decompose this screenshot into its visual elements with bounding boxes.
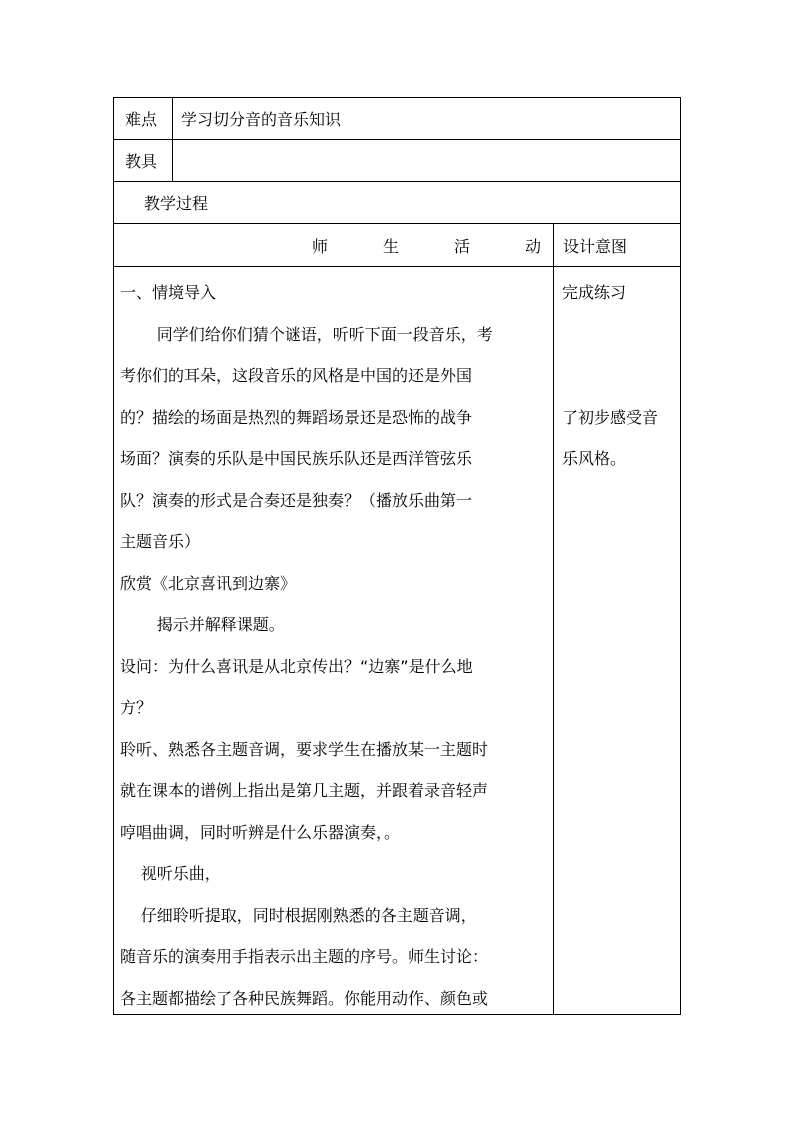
- paragraph-line: 聆听、熟悉各主题音调，要求学生在播放某一主题时: [120, 739, 489, 759]
- tools-label: 教具: [114, 140, 173, 181]
- paragraph-line: 揭示并解释课题。: [156, 615, 285, 634]
- paragraph-line: 考你们的耳朵，这段音乐的风格是中国的还是外国: [120, 366, 473, 385]
- lesson-plan-table: [113, 97, 681, 1015]
- activity-header-char: 生: [382, 236, 399, 256]
- design-intent-header: 设计意图: [563, 236, 628, 256]
- paragraph-line: 的？描绘的场面是热烈的舞蹈场景还是恐怖的战争: [120, 407, 473, 427]
- paragraph-line: 设问：为什么喜讯是从北京传出？“边寨”是什么地: [120, 656, 473, 676]
- paragraph-line: 各主题都描绘了各种民族舞蹈。你能用动作、颜色或: [120, 988, 489, 1008]
- design-line: 乐风格。: [562, 449, 627, 468]
- paragraph-line: 同学们给你们猜个谜语，听听下面一段音乐，考: [156, 324, 493, 344]
- design-line: 完成练习: [562, 283, 627, 302]
- paragraph-line: 队？演奏的形式是合奏还是独奏？（播放乐曲第一: [120, 490, 473, 510]
- paragraph-line: 方？: [120, 698, 153, 717]
- tools-value: [173, 140, 680, 181]
- difficulty-row: [114, 98, 680, 140]
- activity-header-char: 活: [453, 236, 470, 256]
- tools-row: [114, 140, 680, 182]
- design-line: [562, 314, 680, 356]
- column-header-row: [114, 224, 680, 267]
- activity-header-char: 动: [524, 236, 541, 256]
- section-heading: 一、情境导入: [120, 283, 217, 302]
- difficulty-value: 学习切分音的音乐知识: [181, 110, 342, 129]
- paragraph-line: 哼唱曲调，同时听辨是什么乐器演奏，。: [120, 822, 401, 842]
- process-label: 教学过程: [144, 194, 209, 213]
- paragraph-line: 视听乐曲，: [140, 864, 221, 883]
- paragraph-line: 仔细聆听提取，同时根据刚熟悉的各主题音调，: [140, 905, 477, 925]
- paragraph-line: 随音乐的演奏用手指表示出主题的序号。师生讨论：: [120, 947, 489, 966]
- difficulty-label: 难点: [114, 98, 173, 139]
- paragraph-line: 就在课本的谱例上指出是第几主题，并跟着录音轻声: [120, 781, 489, 800]
- design-line: 了初步感受音: [562, 407, 659, 427]
- activity-header: [114, 224, 554, 266]
- content-row: [114, 267, 680, 1014]
- paragraph-line: 主题音乐）: [120, 532, 201, 551]
- paragraph-line: 欣赏《北京喜讯到边寨》: [120, 573, 297, 593]
- activity-content: [114, 267, 554, 1014]
- activity-header-char: 师: [311, 236, 328, 256]
- process-row: [114, 182, 680, 224]
- design-intent-content: [554, 267, 680, 1014]
- paragraph-line: 场面？演奏的乐队是中国民族乐队还是西洋管弦乐: [120, 449, 473, 468]
- design-line: [562, 355, 680, 397]
